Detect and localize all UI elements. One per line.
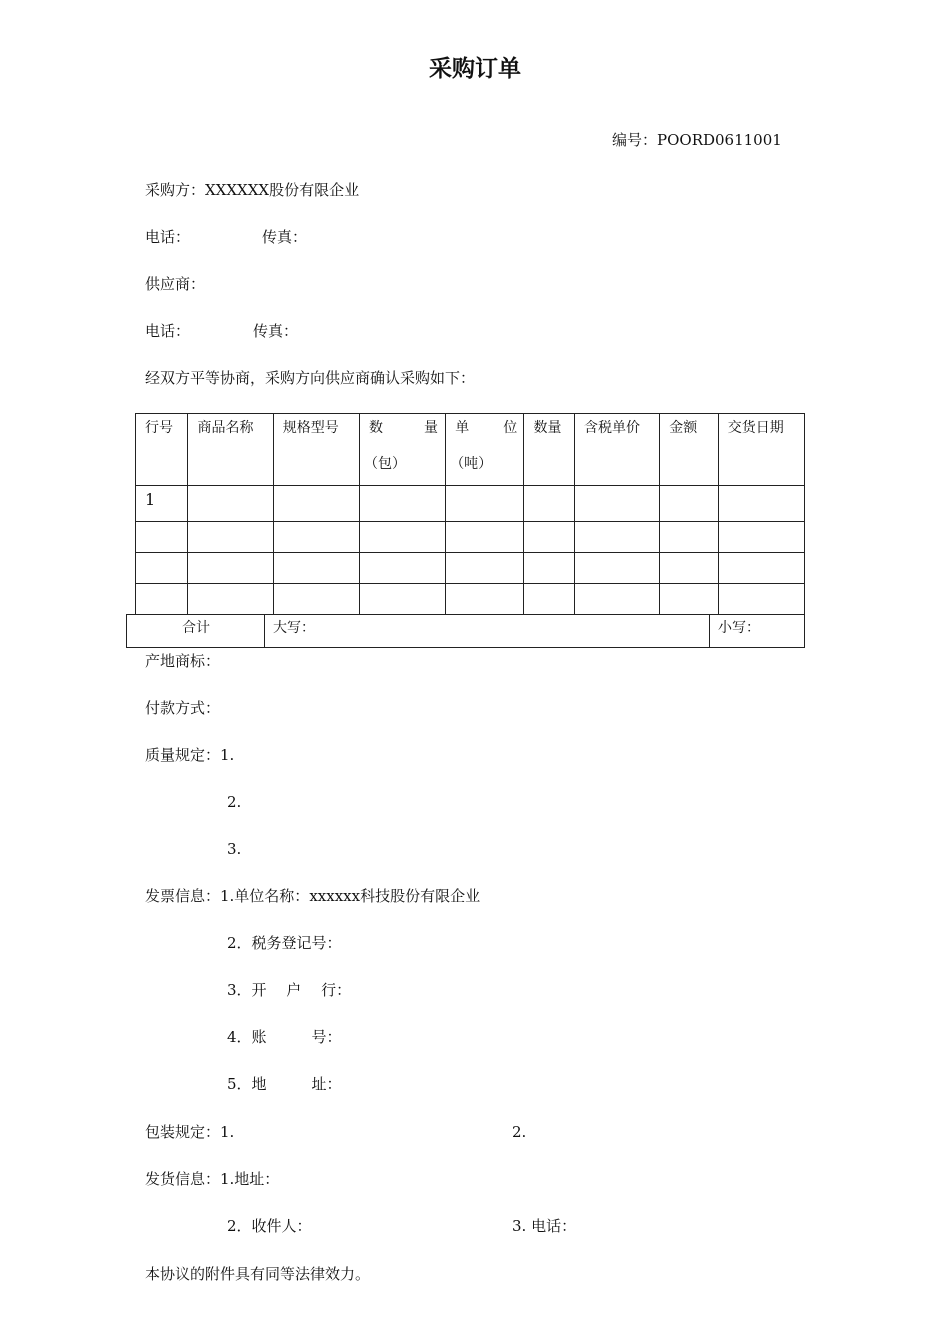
invoice-item-3: 3．开 户 行： (227, 981, 352, 999)
table-row (136, 553, 805, 584)
buyer-phone-label: 电话： (145, 228, 191, 246)
items-table (135, 413, 805, 615)
header-spec: 规格型号 (273, 414, 359, 486)
header-quantity: 数量 (524, 414, 575, 486)
quality-item-1: 质量规定：1. (145, 746, 235, 764)
buyer-line: 采购方：XXXXXX股份有限企业 (145, 181, 360, 199)
header-tax-price: 含税单价 (575, 414, 660, 486)
quality-item-3: 3. (227, 840, 242, 858)
supplier-phone-label: 电话： (145, 322, 191, 340)
header-unit-ton: 单 位 （吨） (446, 414, 524, 486)
supplier-fax-label: 传真： (253, 322, 299, 340)
invoice-item-5: 5．地 址： (227, 1075, 342, 1093)
total-upper-cell: 大写： (265, 615, 710, 648)
table-row (136, 522, 805, 553)
document-title: 采购订单 (429, 56, 521, 82)
table-row (136, 486, 805, 522)
header-amount: 金额 (660, 414, 718, 486)
total-table (126, 614, 805, 648)
total-lower-cell: 小写： (710, 615, 805, 648)
shipping-phone: 3. 电话： (512, 1217, 577, 1235)
shipping-recipient: 2．收件人： (227, 1217, 312, 1235)
packaging-item-1: 包装规定：1. (145, 1123, 235, 1141)
payment-label: 付款方式： (145, 699, 221, 717)
invoice-item-2: 2．税务登记号： (227, 934, 342, 952)
header-qty-pack: 数 量 （包） (359, 414, 445, 486)
header-delivery-date: 交货日期 (718, 414, 804, 486)
shipping-address: 发货信息：1.地址： (145, 1170, 280, 1188)
intro-text: 经双方平等协商，采购方向供应商确认采购如下： (145, 369, 476, 387)
total-label-cell: 合计 (127, 615, 265, 648)
invoice-item-1: 发票信息：1.单位名称：xxxxxx科技股份有限企业 (145, 887, 481, 905)
origin-label: 产地商标： (145, 652, 221, 670)
table-row (136, 584, 805, 615)
footer-note: 本协议的附件具有同等法律效力。 (145, 1265, 371, 1283)
invoice-item-4: 4．账 号： (227, 1028, 342, 1046)
supplier-line: 供应商： (145, 275, 206, 293)
order-number: 编号：POORD0611001 (612, 131, 782, 149)
row-number-cell: 1 (136, 486, 188, 522)
buyer-fax-label: 传真： (262, 228, 308, 246)
table-header-row (136, 414, 805, 486)
quality-item-2: 2. (227, 793, 242, 811)
header-product-name: 商品名称 (187, 414, 273, 486)
header-line-no: 行号 (136, 414, 188, 486)
packaging-item-2: 2. (512, 1123, 527, 1141)
